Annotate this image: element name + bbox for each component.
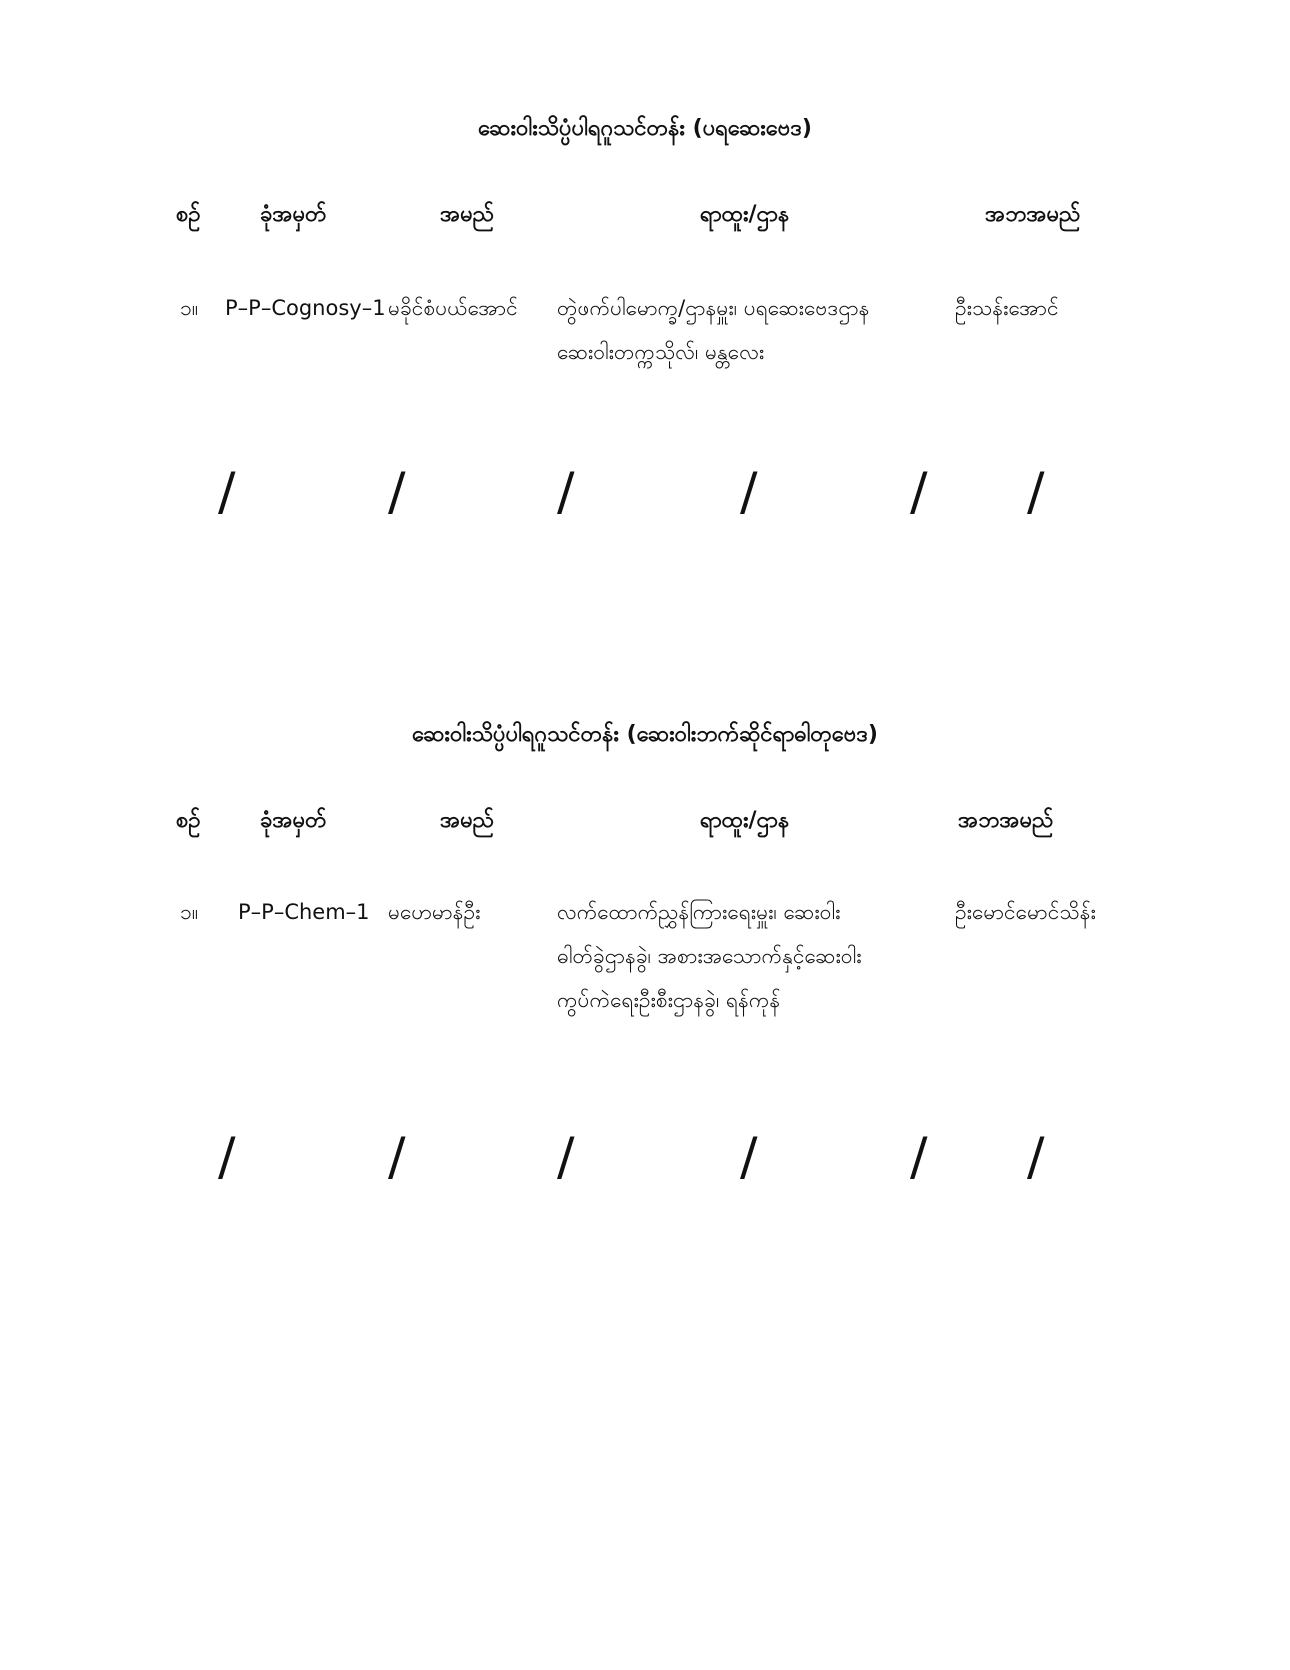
row-no: ၁။	[180, 296, 199, 320]
slash-mark: /	[557, 1127, 575, 1187]
header-no: စဉ်	[176, 202, 201, 227]
section-title: ဆေးဝါးသိပ္ပံပါရဂူသင်တန်း (ဆေးဝါးဘက်ဆိုင်ရာဓါတုဗေဒ)	[412, 722, 878, 747]
row-position	[557, 286, 870, 374]
slash-mark: /	[218, 462, 236, 522]
row-position-line: ကွပ်ကဲရေးဦးစီးဌာနခွဲ၊ ရန်ကုန်	[557, 988, 781, 1012]
row-father: ဦးသန်းအောင်	[955, 296, 1059, 320]
header-name: အမည်	[440, 202, 495, 227]
row-no: ၁။	[180, 900, 199, 924]
slash-mark: /	[388, 462, 406, 522]
slash-mark: /	[388, 1127, 406, 1187]
row-position	[557, 890, 862, 1022]
header-father: အဘအမည်	[985, 202, 1081, 227]
slash-mark: /	[1027, 1127, 1045, 1187]
row-position-line: တွဲဖက်ပါမောက္ခ/ဌာနမှူး၊ ပရဆေးဗေဒဌာန	[557, 296, 870, 320]
header-no: စဉ်	[176, 808, 201, 833]
header-father: အဘအမည်	[958, 808, 1054, 833]
row-position-line: ဆေးဝါးတက္ကသိုလ်၊ မန္တလေး	[557, 340, 765, 364]
row-name: မဟေမာန်ဦး	[388, 900, 481, 924]
header-roll: ခုံအမှတ်	[260, 808, 327, 833]
header-position: ရာထူး/ဌာန	[700, 202, 790, 227]
slash-mark: /	[1027, 462, 1045, 522]
row-father: ဦးမောင်မောင်သိန်း	[955, 900, 1096, 924]
slash-mark: /	[557, 462, 575, 522]
slash-mark: /	[740, 1127, 758, 1187]
row-name: မခိုင်စံပယ်အောင်	[388, 296, 518, 320]
header-roll: ခုံအမှတ်	[260, 202, 327, 227]
section-title: ဆေးဝါးသိပ္ပံပါရဂူသင်တန်း (ပရဆေးဗေဒ)	[478, 116, 812, 141]
header-name: အမည်	[440, 808, 495, 833]
row-position-line: လက်ထောက်ညွှန်ကြားရေးမှူး၊ ဆေးဝါး	[557, 900, 841, 924]
row-roll: P–P–Chem–1	[238, 900, 370, 924]
slash-mark: /	[740, 462, 758, 522]
row-roll: P–P–Cognosy–1	[225, 296, 386, 320]
slash-mark: /	[910, 1127, 928, 1187]
header-position: ရာထူး/ဌာန	[700, 808, 790, 833]
row-position-line: ဓါတ်ခွဲဌာနခွဲ၊ အစားအသောက်နှင့်ဆေးဝါး	[557, 944, 862, 968]
slash-mark: /	[218, 1127, 236, 1187]
slash-mark: /	[910, 462, 928, 522]
